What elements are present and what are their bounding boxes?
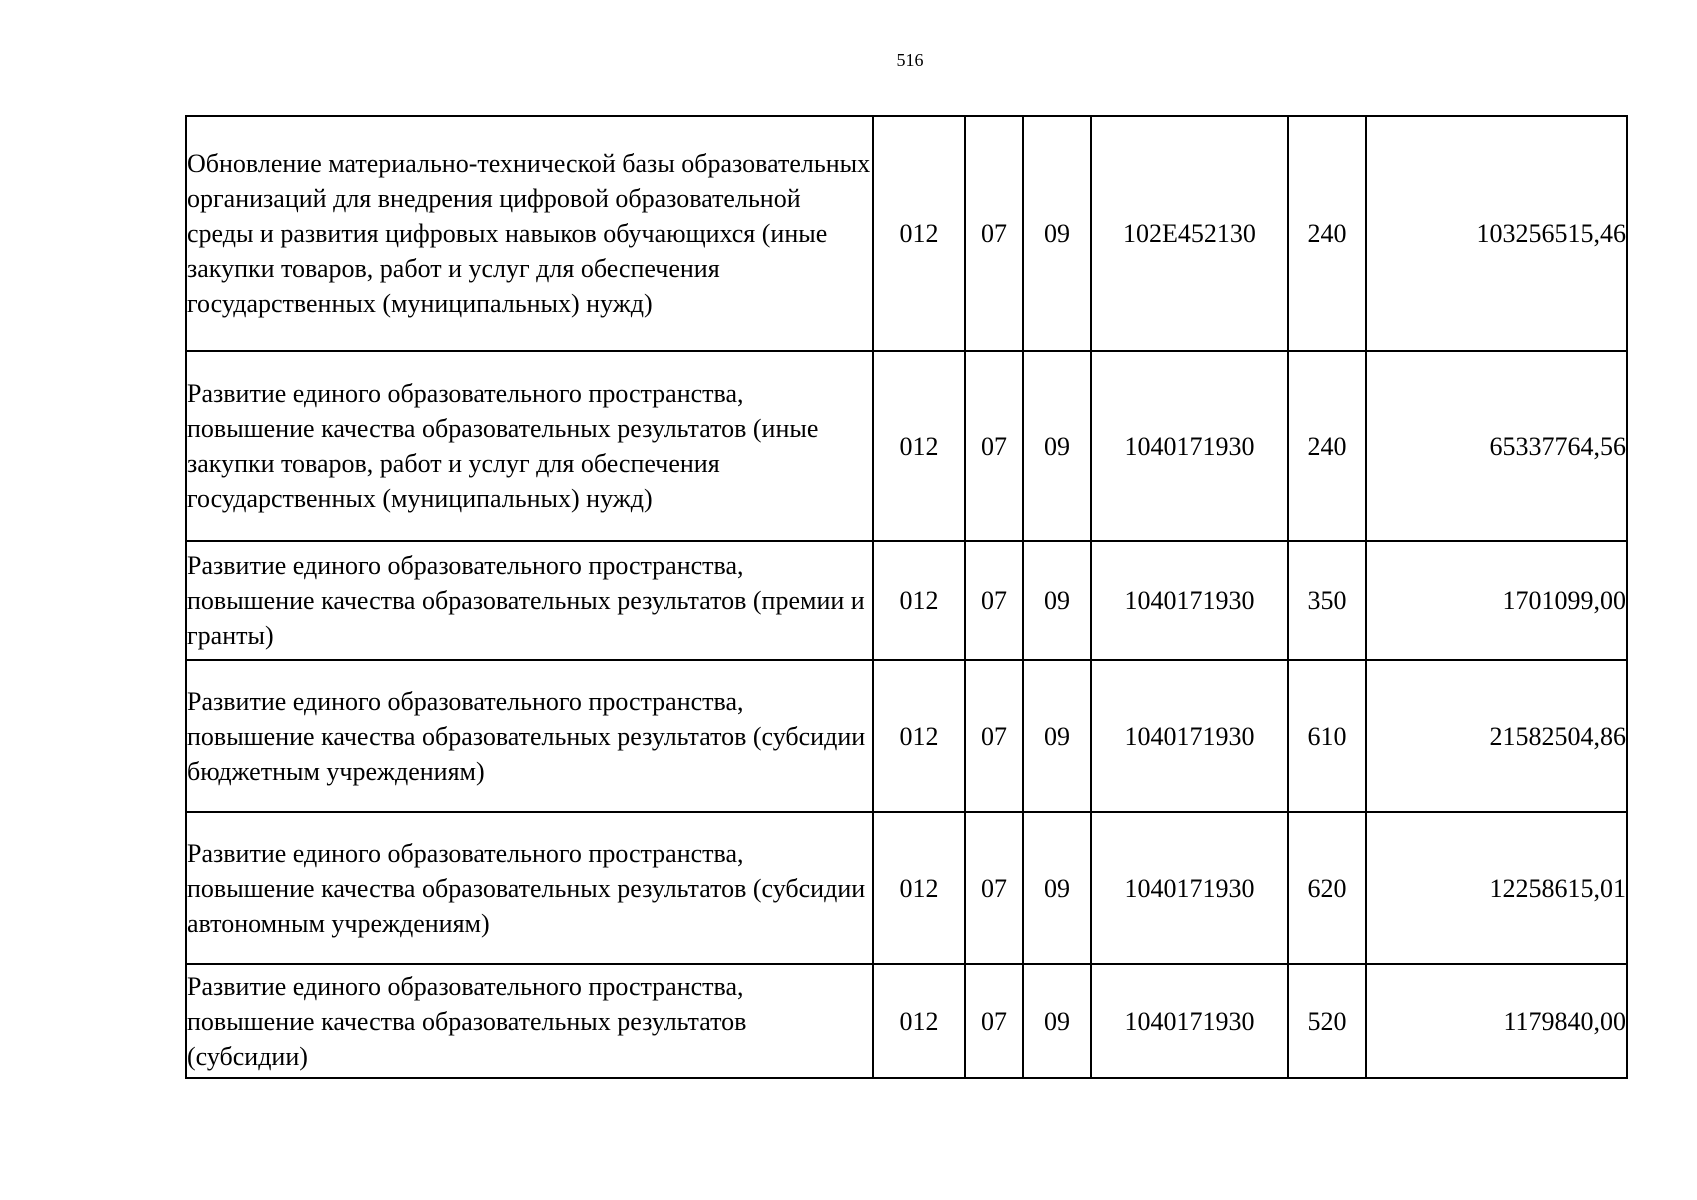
target-article-code-cell: 1040171930: [1091, 351, 1288, 541]
table-row: [186, 812, 1627, 964]
section-code-cell: 07: [965, 351, 1023, 541]
department-code-cell: 012: [873, 964, 965, 1078]
expense-name-cell: Развитие единого образовательного пространства, повышение качества образовательных результатов (иные закупки товаров, работ и услуг для обеспечения государственных (муниципальных) нужд): [186, 351, 873, 541]
subsection-code-cell: 09: [1023, 541, 1091, 660]
table-row: [186, 660, 1627, 812]
expense-name-cell: Развитие единого образовательного пространства, повышение качества образовательных результатов (премии и гранты): [186, 541, 873, 660]
amount-cell: 103256515,46: [1366, 116, 1627, 351]
amount-cell: 21582504,86: [1366, 660, 1627, 812]
target-article-code-cell: 1040171930: [1091, 812, 1288, 964]
amount-cell: 12258615,01: [1366, 812, 1627, 964]
target-article-code-cell: 1040171930: [1091, 964, 1288, 1078]
expense-name-cell: Развитие единого образовательного пространства, повышение качества образовательных результатов (субсидии бюджетным учреждениям): [186, 660, 873, 812]
expense-name-cell: Развитие единого образовательного пространства, повышение качества образовательных результатов (субсидии): [186, 964, 873, 1078]
table-row: [186, 116, 1627, 351]
expense-type-code-cell: 520: [1288, 964, 1366, 1078]
expense-type-code-cell: 610: [1288, 660, 1366, 812]
expense-name-cell: Обновление материально-технической базы образовательных организаций для внедрения цифровой образовательной среды и развития цифровых навыков обучающихся (иные закупки товаров, работ и услуг для обеспечения государственных (муниципальных) нужд): [186, 116, 873, 351]
section-code-cell: 07: [965, 812, 1023, 964]
target-article-code-cell: 1040171930: [1091, 660, 1288, 812]
subsection-code-cell: 09: [1023, 351, 1091, 541]
page-number: 516: [896, 50, 924, 70]
amount-cell: 65337764,56: [1366, 351, 1627, 541]
expense-type-code-cell: 620: [1288, 812, 1366, 964]
subsection-code-cell: 09: [1023, 812, 1091, 964]
section-code-cell: 07: [965, 116, 1023, 351]
table-row: [186, 351, 1627, 541]
subsection-code-cell: 09: [1023, 660, 1091, 812]
section-code-cell: 07: [965, 964, 1023, 1078]
table-row: [186, 541, 1627, 660]
department-code-cell: 012: [873, 116, 965, 351]
section-code-cell: 07: [965, 541, 1023, 660]
department-code-cell: 012: [873, 351, 965, 541]
expense-type-code-cell: 240: [1288, 351, 1366, 541]
department-code-cell: 012: [873, 541, 965, 660]
expense-type-code-cell: 350: [1288, 541, 1366, 660]
budget-table: [185, 115, 1628, 1079]
expense-type-code-cell: 240: [1288, 116, 1366, 351]
amount-cell: 1179840,00: [1366, 964, 1627, 1078]
subsection-code-cell: 09: [1023, 964, 1091, 1078]
table-row: [186, 964, 1627, 1078]
target-article-code-cell: 1040171930: [1091, 541, 1288, 660]
target-article-code-cell: 102E452130: [1091, 116, 1288, 351]
expense-name-cell: Развитие единого образовательного пространства, повышение качества образовательных результатов (субсидии автономным учреждениям): [186, 812, 873, 964]
department-code-cell: 012: [873, 812, 965, 964]
department-code-cell: 012: [873, 660, 965, 812]
section-code-cell: 07: [965, 660, 1023, 812]
amount-cell: 1701099,00: [1366, 541, 1627, 660]
subsection-code-cell: 09: [1023, 116, 1091, 351]
